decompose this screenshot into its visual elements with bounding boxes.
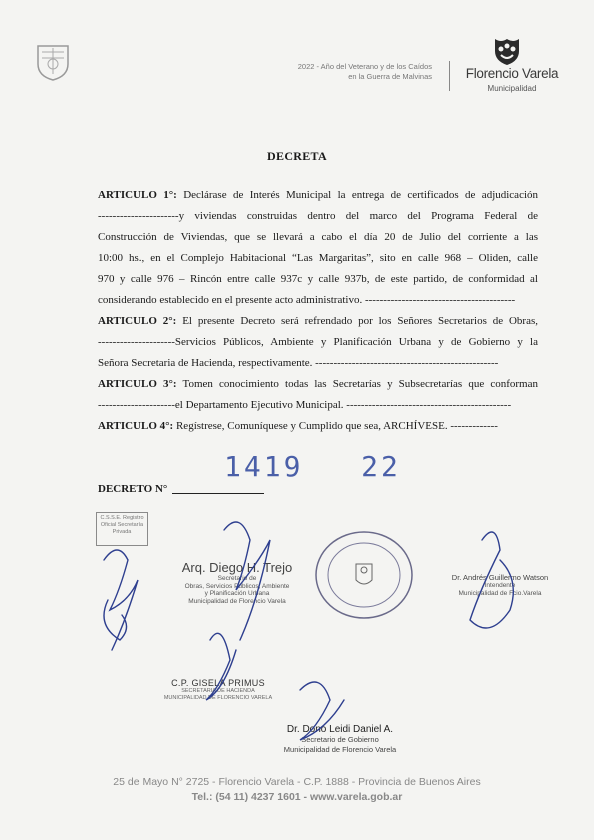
article-heading: ARTICULO 2°: [98, 315, 177, 327]
article-line [98, 227, 538, 248]
articles-body [98, 185, 538, 437]
article-heading: ARTICULO 4°: [98, 420, 174, 432]
article-line [98, 269, 538, 290]
article-line [98, 374, 538, 395]
signer-name: Arq. Diego H. Trejo [181, 560, 293, 575]
decreto-underline [172, 493, 264, 494]
article-text: considerando establecido en el presente acto administrativo. ----------------------------------------- [98, 294, 516, 306]
signature-stroke-left [104, 600, 127, 640]
article-line [98, 290, 538, 311]
article-text: El presente Decreto será refrendado por los Señores Secretarios de Obras, [182, 315, 538, 327]
article-line [98, 311, 538, 332]
signer-role: Municipalidad de Florencio Varela [283, 745, 397, 754]
year-motto-line1: 2022 - Año del Veterano y de los Caídos [297, 62, 432, 71]
article-text: 10:00 hs., en el Complejo Habitacional “Las Margaritas”, sito en calle 968 – Oliden, calle [98, 252, 538, 264]
signature-watson [440, 573, 560, 598]
article-heading: ARTICULO 3°: [98, 378, 177, 390]
article-line [98, 332, 538, 353]
footer-address: 25 de Mayo N° 2725 - Florencio Varela - C.P. 1888 - Provincia de Buenos Aires [113, 776, 481, 788]
article-text: Tomen conocimiento todas las Secretarías y Subsecretarías que conforman [182, 378, 538, 390]
article-text: Declárase de Interés Municipal la entrega de certificados de adjudicación [183, 189, 538, 201]
signer-role: Secretario de [217, 575, 257, 582]
signer-role: Municipalidad de Fcio.Varela [458, 590, 542, 597]
signer-role: SECRETARIA DE HACIENDA [181, 688, 255, 694]
article-text: ----------------------y viviendas construidas dentro del marco del Programa Federal de [98, 210, 538, 222]
article-line [98, 353, 538, 374]
article-line [98, 206, 538, 227]
decreto-number: 1419 [224, 450, 304, 483]
article-text: ---------------------Servicios Públicos, Ambiente y Planificación Urbana y de Gobierno y la [98, 336, 538, 348]
article-line [98, 248, 538, 269]
signature-dono [272, 724, 408, 755]
brand-subtitle: Municipalidad [487, 84, 537, 93]
decreto-label: DECRETO N° [98, 483, 168, 495]
signer-name: Dr. Dono Leidi Daniel A. [286, 724, 394, 735]
document-title: DECRETA [267, 149, 327, 163]
article-line [98, 185, 538, 206]
footer-contact: Tel.: (54 11) 4237 1601 - www.varela.gob.ar [191, 791, 403, 803]
article-text: 970 y calle 976 – Rincón entre calle 937c y calle 937b, de este partido, de conformidad al [98, 273, 538, 285]
florencio-varela-logo-icon [491, 35, 523, 67]
signer-role: MUNICIPALIDAD DE FLORENCIO VARELA [163, 694, 273, 701]
header-divider [449, 61, 450, 91]
article-text: Señora Secretaria de Hacienda, respectivamente. -------------------------------------------------- [98, 357, 499, 369]
signature-trejo [172, 560, 302, 605]
signer-role: Obras, Servicios Públicos, Ambiente [184, 582, 290, 590]
article-heading: ARTICULO 1°: [98, 189, 177, 201]
article-line [98, 395, 538, 416]
signer-role: Intendente [484, 582, 516, 589]
decreto-number-stamp [224, 450, 401, 483]
year-motto [252, 62, 432, 82]
article-line [98, 416, 538, 437]
article-text: Construcción de Viviendas, que se llevará a cabo el día 20 de Julio del corriente a las [98, 231, 538, 243]
signer-role: Municipalidad de Florencio Varela [188, 597, 286, 605]
decreto-year: 22 [361, 450, 401, 483]
brand-name: Florencio Varela [465, 66, 559, 81]
signer-name: C.P. GISELA PRIMUS [171, 678, 265, 688]
municipal-crest-icon [32, 40, 74, 82]
signer-name: Dr. Andrés Guillermo Watson [451, 573, 549, 582]
registry-stamp: C.S.S.E. Registro Oficial Secretaría Privada [96, 512, 148, 546]
article-text: ---------------------el Departamento Ejecutivo Municipal. --------------------------------------------- [98, 399, 512, 411]
official-seal-icon [312, 528, 416, 622]
signer-role: y Planificación Urbana [204, 590, 270, 597]
article-text: Regístrese, Comuníquese y Cumplido que sea, ARCHÍVESE. ------------- [175, 420, 498, 432]
year-motto-line2: en la Guerra de Malvinas [348, 72, 432, 81]
signature-primus [158, 678, 278, 701]
signer-role: Secretario de Gobierno [301, 735, 379, 744]
signature-stroke-left [104, 550, 138, 650]
